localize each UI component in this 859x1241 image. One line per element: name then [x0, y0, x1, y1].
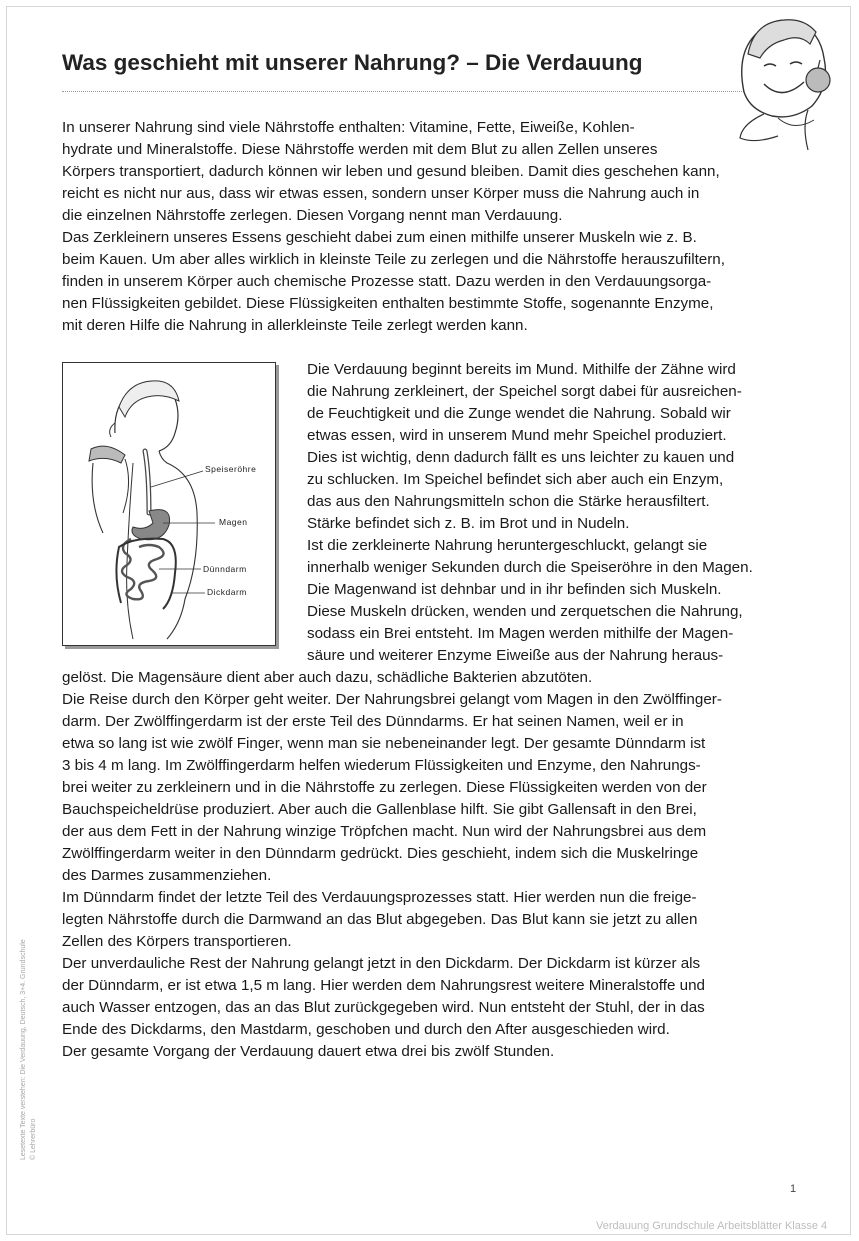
intro-paragraph — [62, 117, 725, 337]
text-line: In unserer Nahrung sind viele Nährstoffe enthalten: Vitamine, Fette, Eiweiße, Kohlen- — [62, 119, 635, 136]
text-line: beim Kauen. Um aber alles wirklich in kleinste Teile zu zerlegen und die Nährstoffe herauszufiltern, — [62, 251, 725, 268]
digestive-system-diagram — [63, 363, 275, 645]
text-line: mit deren Hilfe die Nahrung in allerkleinste Teile zerlegt werden kann. — [62, 317, 528, 334]
text-line: etwas essen, wird in unserem Mund mehr Speichel produziert. — [307, 427, 727, 444]
text-line: Körpers transportiert, dadurch können wir leben und gesund bleiben. Damit dies geschehen kann, — [62, 163, 720, 180]
digestive-system-figure — [62, 362, 276, 646]
text-line: Stärke befindet sich z. B. im Brot und in Nudeln. — [307, 515, 630, 532]
text-line: Diese Muskeln drücken, wenden und zerquetschen die Nahrung, — [307, 603, 743, 620]
boy-with-apple-illustration — [734, 14, 844, 154]
text-line: die einzelnen Nährstoffe zerlegen. Diesen Vorgang nennt man Verdauung. — [62, 207, 563, 224]
text-line: sodass ein Brei entsteht. Im Magen werden mithilfe der Magen- — [307, 625, 734, 642]
title-divider — [62, 91, 752, 92]
text-line: reicht es nicht nur aus, dass wir etwas essen, sondern unser Körper muss die Nahrung auch in — [62, 185, 700, 202]
mouth-stomach-paragraph — [307, 359, 753, 667]
text-line: die Nahrung zerkleinert, der Speichel sorgt dabei für ausreichen- — [307, 383, 742, 400]
text-line: innerhalb weniger Sekunden durch die Speiseröhre in den Magen. — [307, 559, 753, 576]
text-line: Die Magenwand ist dehnbar und in ihr befinden sich Muskeln. — [307, 581, 722, 598]
text-line: hydrate und Mineralstoffe. Diese Nährstoffe werden mit dem Blut zu allen Zellen unseres — [62, 141, 658, 158]
text-line: säure und weiterer Enzyme Eiweiße aus der Nahrung heraus- — [307, 647, 724, 664]
side-note-line-1: Lesetexte Texte verstehen: Die Verdauung, Deutsch, 3+4. Grundschule — [20, 939, 27, 1160]
text-line: Die Reise durch den Körper geht weiter. Der Nahrungsbrei gelangt vom Magen in den Zwölffinger- — [62, 691, 722, 708]
watermark: Verdauung Grundschule Arbeitsblätter Klasse 4 — [596, 1220, 828, 1232]
text-line: finden in unserem Körper auch chemische Prozesse statt. Dazu werden in den Verdauungsorga- — [62, 273, 712, 290]
label-small-intestine: Dünndarm — [203, 564, 247, 574]
label-esophagus: Speiseröhre — [205, 464, 257, 474]
page-number: 1 — [790, 1183, 797, 1195]
label-stomach: Magen — [219, 517, 248, 527]
text-line: Die Verdauung beginnt bereits im Mund. Mithilfe der Zähne wird — [307, 361, 736, 378]
text-line: gelöst. Die Magensäure dient aber auch dazu, schädliche Bakterien abzutöten. — [62, 669, 593, 686]
page-title: Was geschieht mit unserer Nahrung? – Die Verdauung — [62, 50, 643, 75]
text-line: Ist die zerkleinerte Nahrung heruntergeschluckt, gelangt sie — [307, 537, 708, 554]
text-line: etwa so lang ist wie zwölf Finger, wenn man sie nebeneinander legt. Der gesamte Dünndarm ist — [62, 735, 706, 752]
text-line: Das Zerkleinern unseres Essens geschieht dabei zum einen mithilfe unserer Muskeln wie z. B. — [62, 229, 697, 246]
text-line: brei weiter zu zerkleinern und in die Nährstoffe zu zerlegen. Diese Flüssigkeiten werden von der — [62, 779, 707, 796]
text-line: 3 bis 4 m lang. Im Zwölffingerdarm helfen wiederum Flüssigkeiten und Enzyme, den Nahrungs- — [62, 757, 701, 774]
side-note-line-2: © Lehrerbüro — [30, 1118, 37, 1160]
text-line: legten Nährstoffe durch die Darmwand an das Blut abgegeben. Das Blut kann sie jetzt zu allen — [62, 911, 698, 928]
text-line: Im Dünndarm findet der letzte Teil des Verdauungsprozesses statt. Hier werden nun die freige- — [62, 889, 697, 906]
text-line: Zellen des Körpers transportieren. — [62, 933, 292, 950]
text-line: Bauchspeicheldrüse produziert. Aber auch die Gallenblase hilft. Sie gibt Gallensaft in den Brei, — [62, 801, 697, 818]
intestine-paragraph — [62, 667, 722, 1063]
text-line: auch Wasser entzogen, das an das Blut zurückgegeben wird. Nun entsteht der Stuhl, der in das — [62, 999, 705, 1016]
text-line: de Feuchtigkeit und die Zunge wendet die Nahrung. Sobald wir — [307, 405, 731, 422]
text-line: darm. Der Zwölffingerdarm ist der erste Teil des Dünndarms. Er hat seinen Namen, weil er in — [62, 713, 684, 730]
text-line: zu schlucken. Im Speichel befindet sich aber auch ein Enzym, — [307, 471, 724, 488]
text-line: nen Flüssigkeiten gebildet. Diese Flüssigkeiten enthalten bestimmte Stoffe, sogenannte Enzyme, — [62, 295, 714, 312]
label-large-intestine: Dickdarm — [207, 587, 247, 597]
side-note — [20, 910, 40, 1170]
text-line: Dies ist wichtig, denn dadurch fällt es uns leichter zu kauen und — [307, 449, 735, 466]
text-line: der aus dem Fett in der Nahrung winzige Tröpfchen macht. Nun wird der Nahrungsbrei aus dem — [62, 823, 707, 840]
text-line: Ende des Dickdarms, den Mastdarm, geschoben und durch den After ausgeschieden wird. — [62, 1021, 670, 1038]
text-line: das aus den Nahrungsmitteln schon die Stärke herausfiltert. — [307, 493, 710, 510]
text-line: der Dünndarm, er ist etwa 1,5 m lang. Hier werden dem Nahrungsrest weitere Mineralstoffe und — [62, 977, 705, 994]
text-line: Zwölffingerdarm weiter in den Dünndarm gedrückt. Dies geschieht, indem sich die Muskelringe — [62, 845, 699, 862]
text-line: Der gesamte Vorgang der Verdauung dauert etwa drei bis zwölf Stunden. — [62, 1043, 555, 1060]
text-line: des Darmes zusammenziehen. — [62, 867, 272, 884]
text-line: Der unverdauliche Rest der Nahrung gelangt jetzt in den Dickdarm. Der Dickdarm ist kürzer als — [62, 955, 701, 972]
